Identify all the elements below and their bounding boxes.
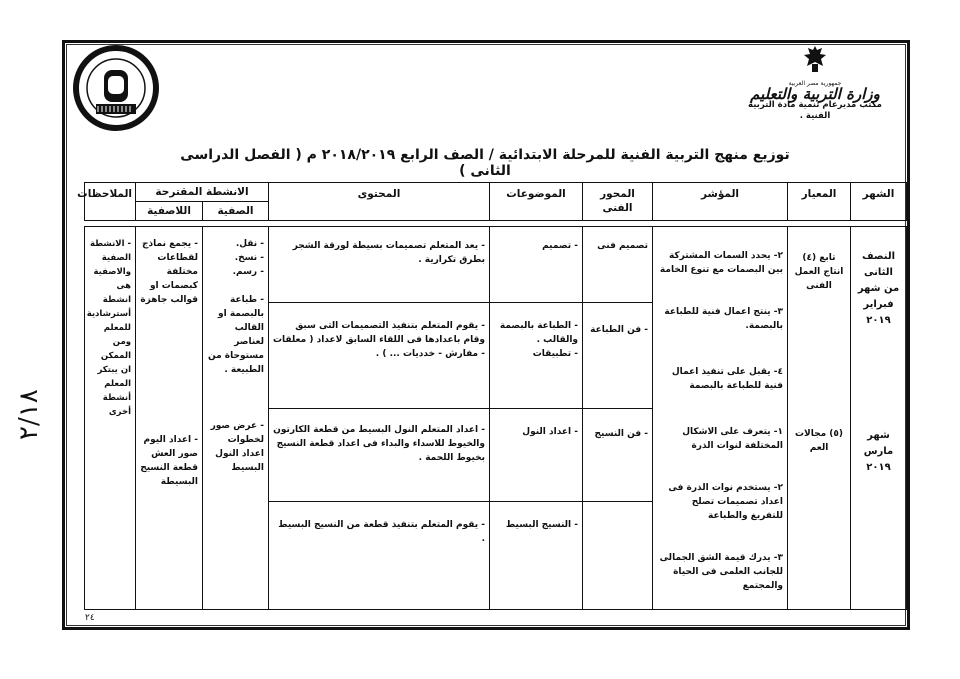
indicator-1: ٢- يحدد السمات المشتركة بين البصمات مع تنوع الخامة: [659, 251, 783, 275]
topics-cell: - النسيج البسيط: [490, 501, 583, 609]
content-cell: - يقوم المتعلم بتنفيذ قطعة من النسيج البسيط .: [269, 501, 490, 609]
indicator-cell: [653, 227, 788, 610]
indicator-5: ٢- يستخدم نوات الذرة فى اعداد تصميمات تصلح للتفريغ والطباعة: [668, 483, 783, 521]
classroom-activities-cell: - نقل. - نسخ. - رسم. - طباعة بالبصمة او القالب لعناصر مستوحاة من الطبيعة . - عرض صور لخطوات اعداد النول البسيط: [203, 227, 269, 610]
topics-cell: - الطباعة بالبصمة والقالب . - تطبيقات: [490, 303, 583, 409]
col-notes: الملاحظات: [85, 183, 136, 221]
axis-cell: تصميم فنى: [583, 227, 653, 303]
page-number: ٢٤: [85, 613, 95, 623]
col-standard: المعيار: [788, 183, 851, 221]
col-classroom: الصفية: [203, 202, 269, 221]
col-indicator: المؤشر: [653, 183, 788, 221]
col-axis: المحور الفنى: [583, 183, 653, 221]
month-1: النصف الثانى من شهر فبراير ٢٠١٩: [857, 251, 900, 326]
standard-cell: [788, 227, 851, 610]
table-row: [85, 227, 907, 303]
month-cell: [851, 227, 907, 610]
ministry-calligraphy: وزارة التربية والتعليم: [750, 85, 880, 103]
axis-cell: - فن النسيج: [583, 408, 653, 501]
indicator-2: ٣- ينتج اعمال فنية للطباعة بالبصمة.: [664, 307, 783, 331]
office-seal-icon: [72, 44, 160, 132]
eagle-emblem-icon: [802, 44, 828, 74]
col-content: المحتوى: [269, 183, 490, 221]
col-extracurricular: اللاصفية: [136, 202, 203, 221]
topics-cell: - اعداد النول: [490, 408, 583, 501]
ministry-country: جمهورية مصر العربية: [788, 80, 842, 87]
content-cell: - يقوم المتعلم بتنفيذ التصميمات التى سبق وقام باعدادها فى اللقاء السابق لاعداد ( معلقات - مفارش - خدديات ... ) .: [269, 303, 490, 409]
standard-2: (٥) مجالات العم: [794, 429, 844, 453]
handwritten-margin-note: ٢/١٨: [14, 389, 44, 440]
office-name: مكتب مديرعام تنمية مادة التربية الفنية .: [748, 100, 882, 121]
month-2: شهر مارس ٢٠١٩: [863, 430, 894, 473]
axis-cell: - فن الطباعة: [583, 303, 653, 409]
ministry-header: [740, 42, 890, 122]
axis-cell: [583, 501, 653, 609]
col-activities: الانشطة المقترحة: [136, 183, 269, 202]
standard-1: تابع (٤) انتاج العمل الفنى: [794, 253, 844, 291]
indicator-4: ١- يتعرف على الاشكال المختلفة لنوات الذرة: [682, 427, 783, 451]
col-topics: الموضوعات: [490, 183, 583, 221]
content-cell: - يعد المتعلم تصميمات بسيطة لورقة الشجر بطرق تكرارية .: [269, 227, 490, 303]
page-title: توزيع منهج التربية الفنية للمرحلة الابتدائية / الصف الرابع ٢٠١٨/٢٠١٩ م ( الفصل الدراسى الثانى ): [180, 147, 790, 179]
extracurricular-activities-cell: - يجمع نماذج لقطاعات مختلفة كبصمات او قوالب جاهزة - اعداد اليوم صور العش قطعة النسيج البسيطة: [136, 227, 203, 610]
col-month: الشهر: [851, 183, 907, 221]
content-cell: - اعداد المتعلم النول البسيط من قطعة الكارتون والخيوط للاسداء والبداء فى اعداد قطعة النسيج بخيوط اللحمة .: [269, 408, 490, 501]
indicator-3: ٤- يقبل على تنفيذ اعمال فنية للطباعة بالبصمة: [671, 367, 783, 391]
curriculum-table: [77, 182, 907, 610]
topics-cell: - تصميم: [490, 227, 583, 303]
indicator-6: ٣- يدرك قيمة الشق الجمالى للجانب العلمى فى الحياة والمجتمع: [659, 553, 783, 591]
notes-cell: - الانشطة الصفية والاصفية هى انشطة أسترشادية للمعلم ومن الممكن ان يبتكر المعلم أنشطة أخرى: [85, 227, 136, 610]
